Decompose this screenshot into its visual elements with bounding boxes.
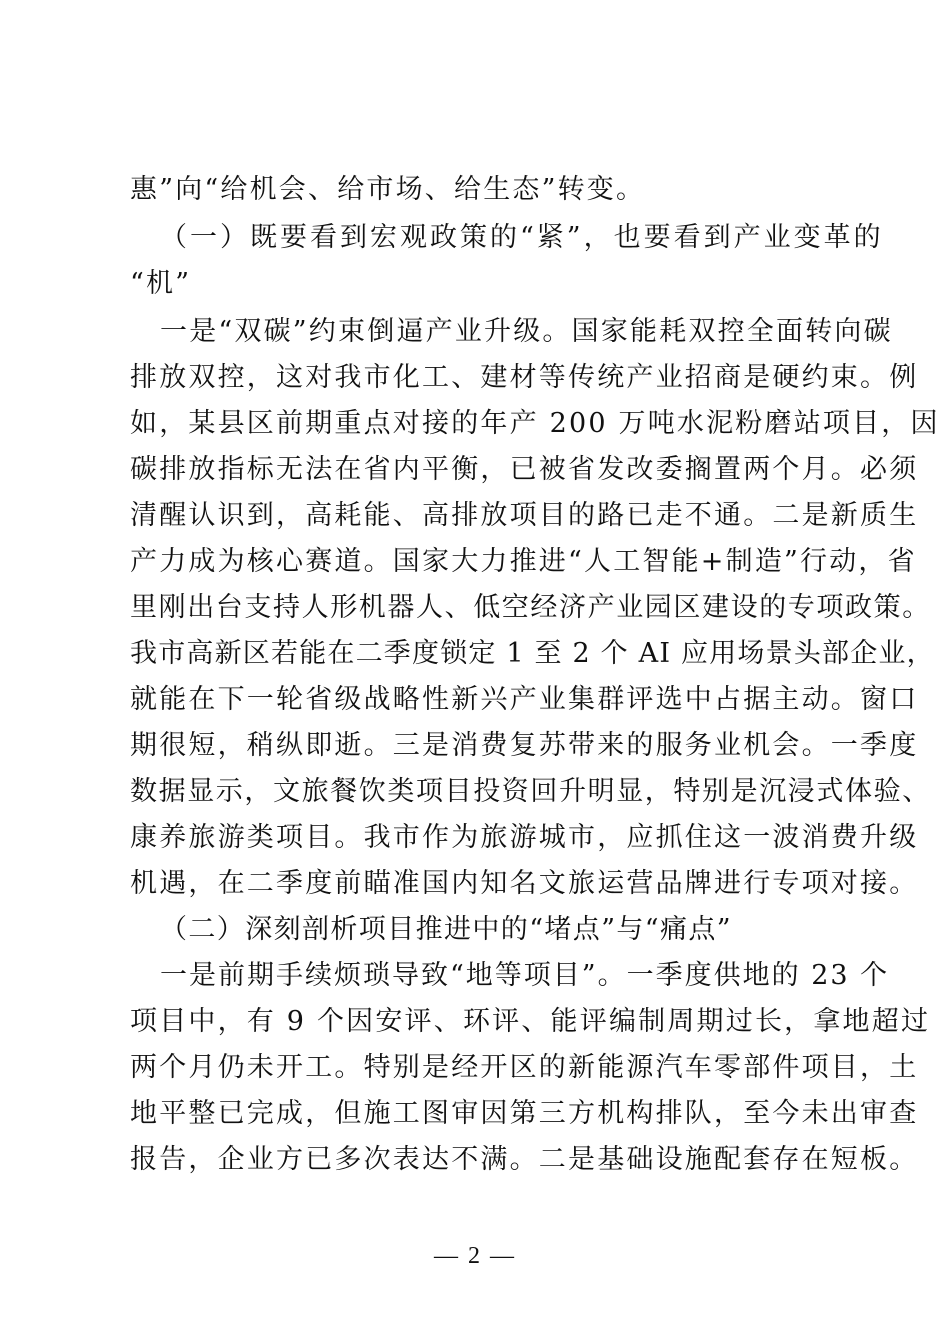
paragraph-1-line: 数据显示，文旅餐饮类项目投资回升明显，特别是沉浸式体验、 <box>130 776 931 807</box>
paragraph-2-line: 项目中，有 9 个因安评、环评、能评编制周期过长，拿地超过 <box>130 1006 931 1037</box>
section-heading-1-line-1: （一）既要看到宏观政策的“紧”，也要看到产业变革的 <box>160 222 884 253</box>
paragraph-1-line: 机遇，在二季度前瞄准国内知名文旅运营品牌进行专项对接。 <box>130 868 919 899</box>
paragraph-2-line: 一是前期手续烦琐导致“地等项目”。一季度供地的 23 个 <box>160 960 890 991</box>
paragraph-1-line: 产力成为核心赛道。国家大力推进“人工智能+制造”行动，省 <box>130 546 917 577</box>
paragraph-1-line: 排放双控，这对我市化工、建材等传统产业招商是硬约束。例 <box>130 362 919 393</box>
paragraph-2-line: 地平整已完成，但施工图审因第三方机构排队，至今未出审查 <box>130 1098 919 1129</box>
paragraph-2-line: 报告，企业方已多次表达不满。二是基础设施配套存在短板。 <box>130 1144 919 1175</box>
paragraph-1-line: 康养旅游类项目。我市作为旅游城市，应抓住这一波消费升级 <box>130 822 919 853</box>
paragraph-1-line: 碳排放指标无法在省内平衡，已被省发改委搁置两个月。必须 <box>130 454 919 485</box>
paragraph-1-line: 一是“双碳”约束倒逼产业升级。国家能耗双控全面转向碳 <box>160 316 893 347</box>
paragraph-continuation-line: 惠”向“给机会、给市场、给生态”转变。 <box>130 174 646 205</box>
paragraph-2-line: 两个月仍未开工。特别是经开区的新能源汽车零部件项目，土 <box>130 1052 919 1083</box>
section-heading-1-line-2: “机” <box>130 268 192 299</box>
section-heading-2: （二）深刻剖析项目推进中的“堵点”与“痛点” <box>160 914 733 945</box>
paragraph-1-line: 我市高新区若能在二季度锁定 1 至 2 个 AI 应用场景头部企业， <box>130 638 935 669</box>
page-number: — 2 — <box>434 1243 516 1269</box>
paragraph-1-line: 如，某县区前期重点对接的年产 200 万吨水泥粉磨站项目，因 <box>130 408 940 439</box>
paragraph-1-line: 就能在下一轮省级战略性新兴产业集群评选中占据主动。窗口 <box>130 684 919 715</box>
paragraph-1-line: 里刚出台支持人形机器人、低空经济产业园区建设的专项政策。 <box>130 592 931 623</box>
paragraph-1-line: 期很短，稍纵即逝。三是消费复苏带来的服务业机会。一季度 <box>130 730 919 761</box>
paragraph-1-line: 清醒认识到，高耗能、高排放项目的路已走不通。二是新质生 <box>130 500 919 531</box>
